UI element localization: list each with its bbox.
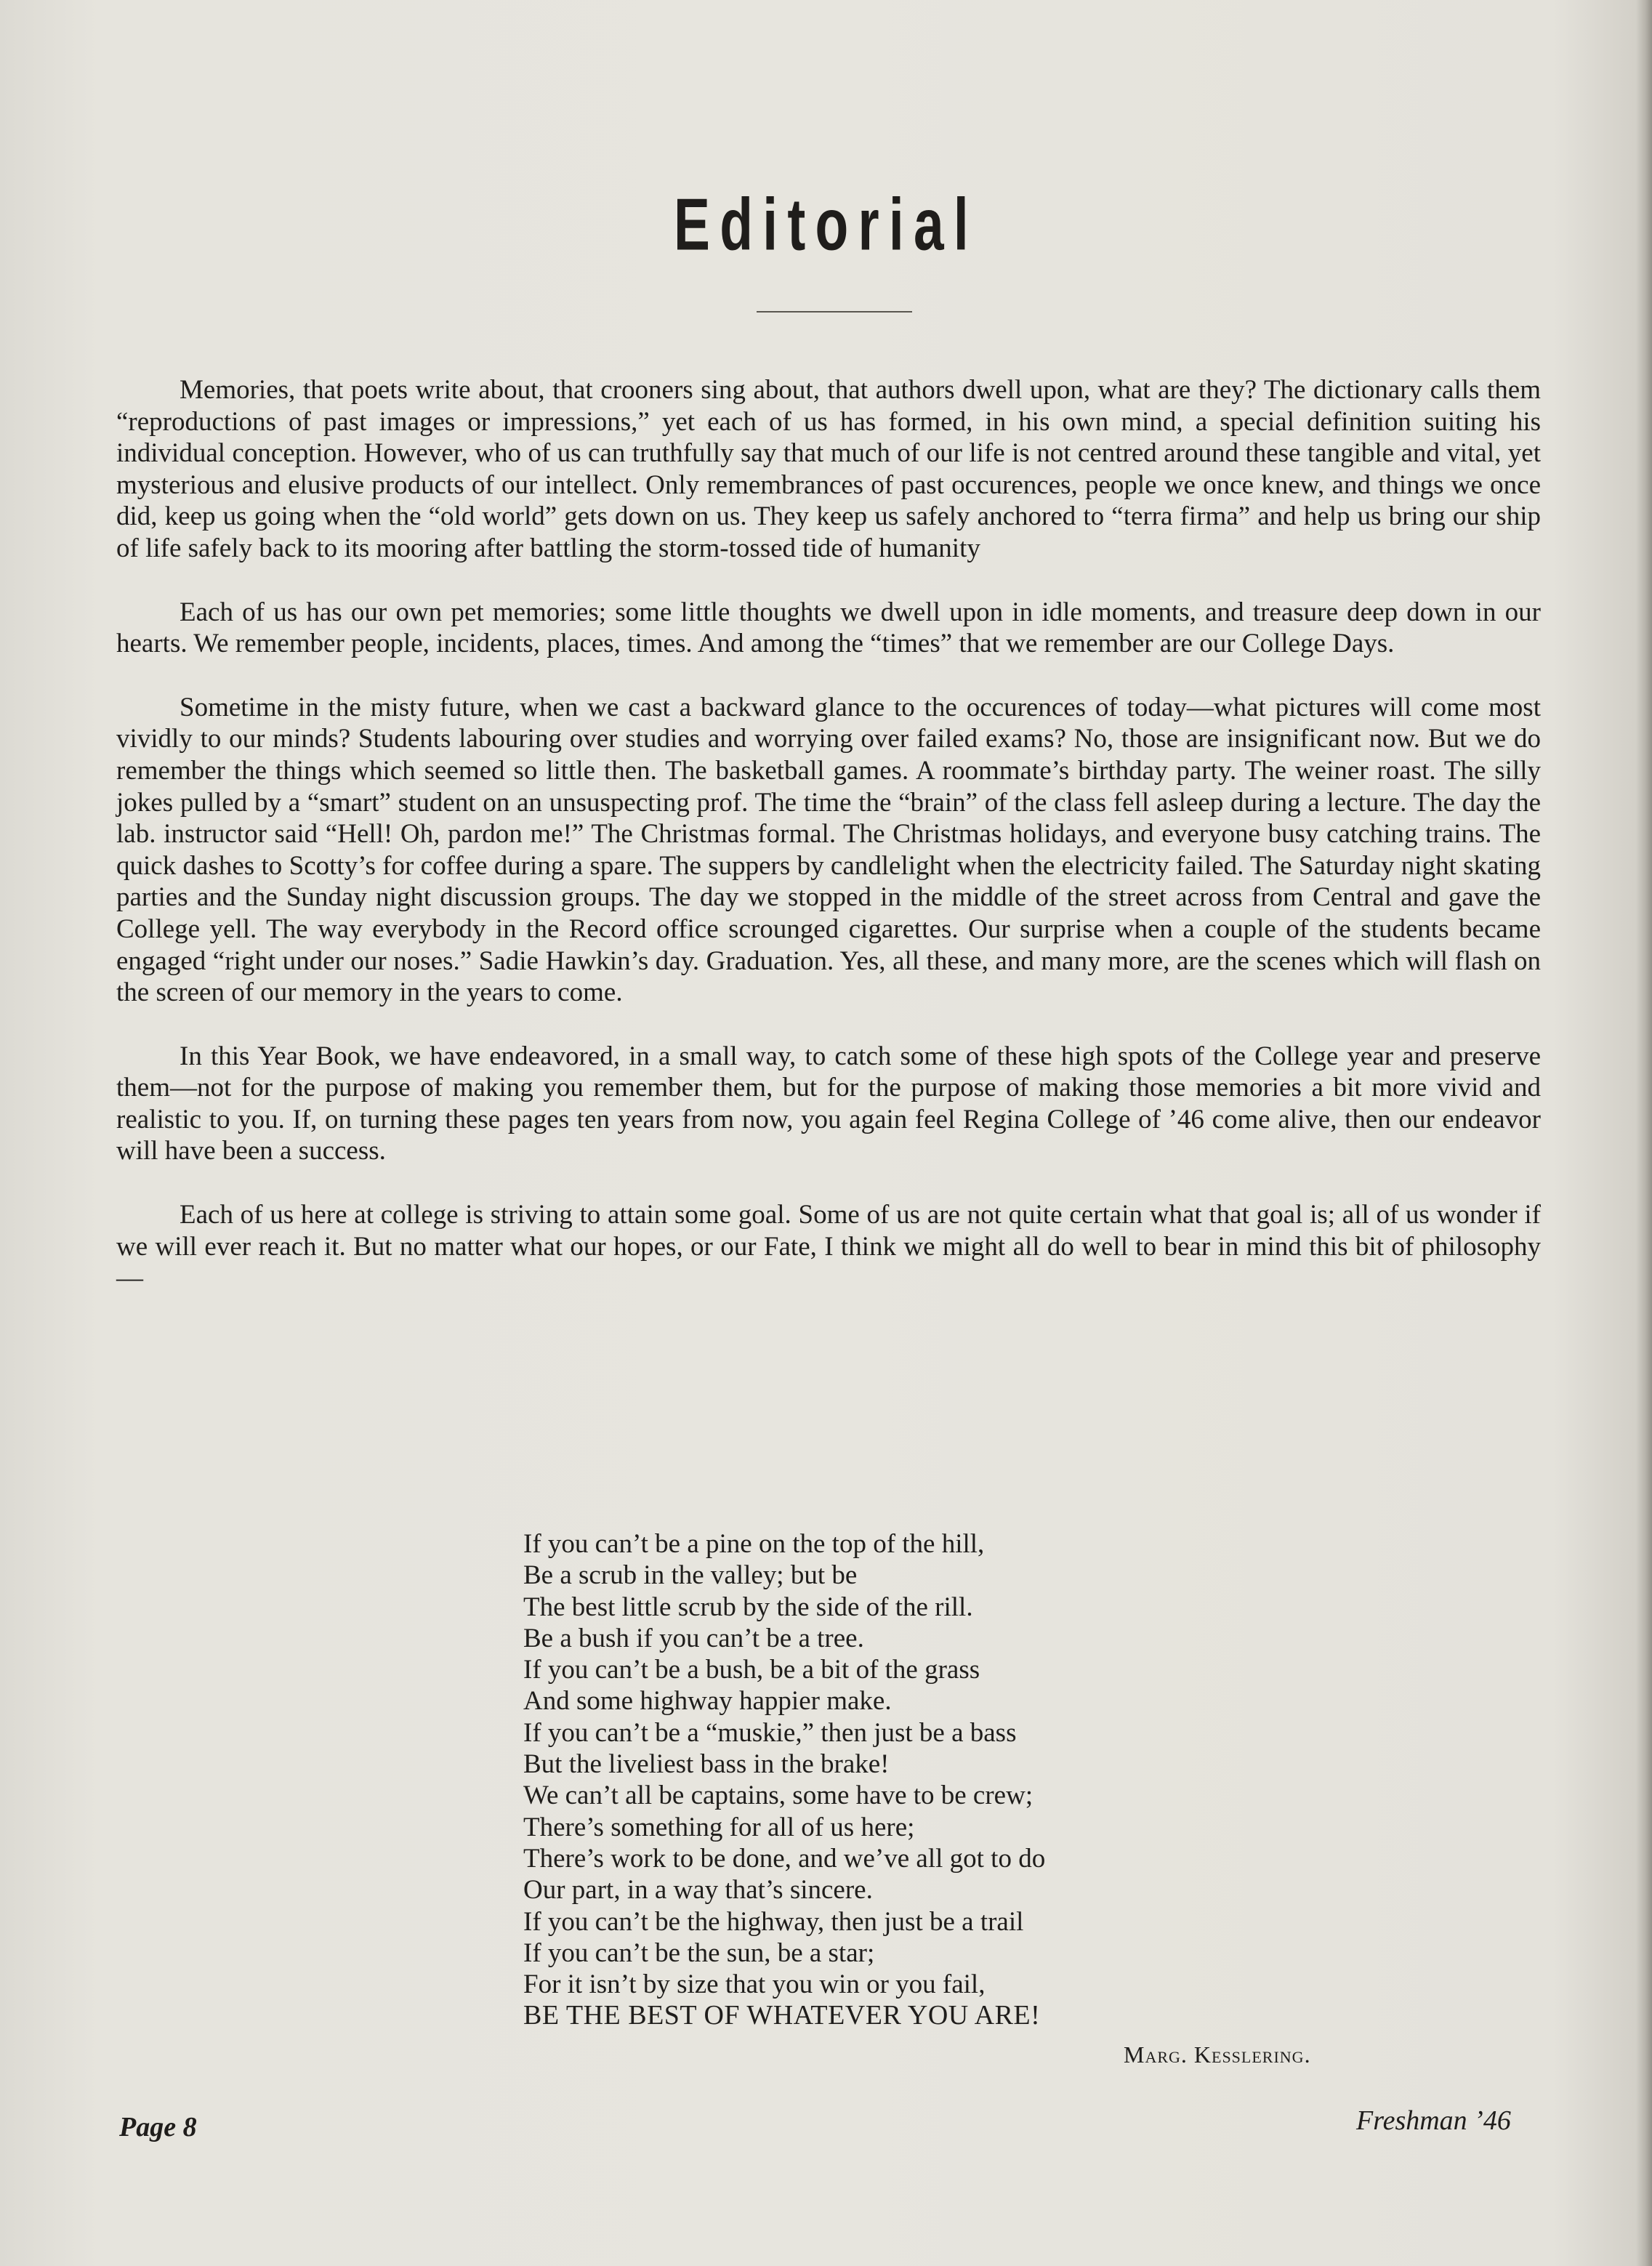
paragraph: In this Year Book, we have endeavored, in a small way, to catch some of these high spots of the College year and preserve them—not for the purpose of making you remember them, but for the purpose of making those memories a bit more vivid and realistic to you. If, on turning these pages ten years from now, you again feel Regina College of ’46 come alive, then our endeavor will have been a success. [116, 1041, 1541, 1166]
page-title: Editorial [674, 184, 978, 266]
poem-line: If you can’t be the highway, then just be a trail [523, 1906, 1024, 1937]
poem-line: The best little scrub by the side of the rill. [523, 1592, 973, 1622]
paragraph: Memories, that poets write about, that crooners sing about, that authors dwell upon, what are they? The dictionary calls them “reproductions of past images or impressions,” yet each of us has formed, in his own mind, a special definition suiting his individual conception. However, who of us can truthfully say that much of our life is not centred around these tangible and vital, yet mysterious and elusive products of our intellect. Only remembrances of past occurences, people we once knew, and things we once did, keep us going when the “old world” gets down on us. They keep us safely anchored to “terra firma” and help us bring our ship of life safely back to its mooring after battling the storm-tossed tide of humanity [116, 375, 1541, 563]
poem-line: If you can’t be a “muskie,” then just be a bass [523, 1717, 1017, 1748]
poem-line: We can’t all be captains, some have to be crew; [523, 1781, 1033, 1811]
author-signature: Marg. Kesslering. [1124, 2041, 1311, 2068]
poem-line: There’s something for all of us here; [523, 1812, 915, 1842]
publication-name: Freshman ’46 [1356, 2105, 1511, 2136]
page-number: Page 8 [119, 2112, 197, 2142]
poem-line: If you can’t be a pine on the top of the hill, [523, 1529, 985, 1559]
editorial-body [116, 374, 1541, 1326]
binding-shadow [1636, 0, 1652, 2266]
title-divider [757, 311, 912, 313]
poem-line: BE THE BEST OF WHATEVER YOU ARE! [523, 2000, 1041, 2031]
poem-line: And some highway happier make. [523, 1686, 892, 1717]
poem-line: But the liveliest bass in the brake! [523, 1749, 890, 1780]
poem-line: There’s work to be done, and we’ve all got to do [523, 1843, 1046, 1874]
poem-line: Be a bush if you can’t be a tree. [523, 1623, 864, 1653]
poem [523, 1528, 1045, 2032]
paragraph: Sometime in the misty future, when we cast a backward glance to the occurences of today—what pictures will come most vividly to our minds? Students labouring over studies and worrying over failed exams? No, those are insignificant now. But we do remember the things which seemed so little then. The basketball games. A roommate’s birthday party. The weiner roast. The silly jokes pulled by a “smart” student on an unsuspecting prof. The time the “brain” of the class fell asleep during a lecture. The day the lab. instructor said “Hell! Oh, pardon me!” The Christmas formal. The Christmas holidays, and everyone busy catching trains. The quick dashes to Scotty’s for coffee during a spare. The suppers by candlelight when the electricity failed. The Saturday night skating parties and the Sunday night discussion groups. The day we stopped in the middle of the street across from Central and gave the College yell. The way everybody in the Record office scrounged cigarettes. Our surprise when a couple of the students became engaged “right under our noses.” Sadie Hawkin’s day. Graduation. Yes, all these, and many more, are the scenes which will flash on the screen of our memory in the years to come. [116, 692, 1541, 1008]
paragraph: Each of us has our own pet memories; some little thoughts we dwell upon in idle moments, and treasure deep down in our hearts. We remember people, incidents, places, times. And among the “times” that we remember are our College Days. [116, 597, 1541, 659]
poem-line: Our part, in a way that’s sincere. [523, 1875, 873, 1906]
poem-line: For it isn’t by size that you win or you fail, [523, 1969, 986, 2000]
paragraph: Each of us here at college is striving to attain some goal. Some of us are not quite certain what that goal is; all of us wonder if we will ever reach it. But no matter what our hopes, or our Fate, I think we might all do well to bear in mind this bit of philosophy— [116, 1200, 1541, 1294]
poem-line: If you can’t be a bush, be a bit of the grass [523, 1655, 980, 1685]
poem-line: If you can’t be the sun, be a star; [523, 1938, 875, 1968]
poem-line: Be a scrub in the valley; but be [523, 1560, 858, 1591]
